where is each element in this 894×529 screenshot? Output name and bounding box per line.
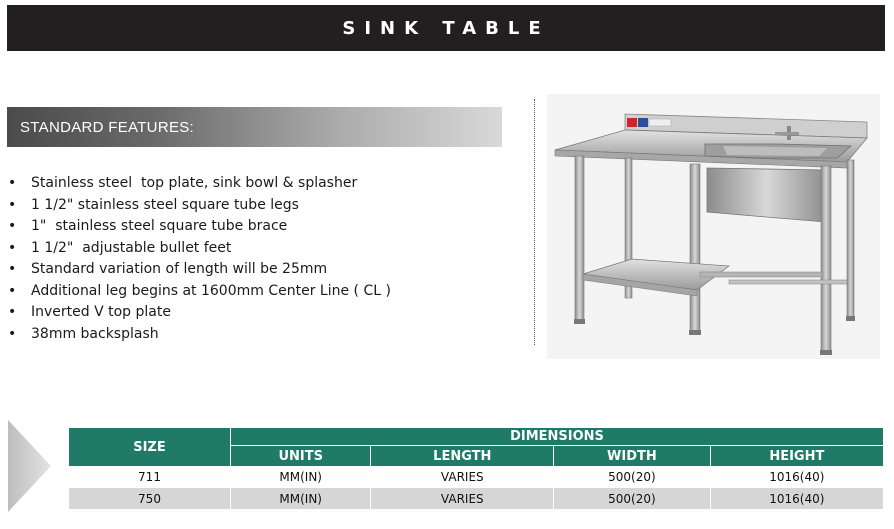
feature-list xyxy=(8,173,508,345)
cell-width: 500(20) xyxy=(554,488,710,510)
table-row xyxy=(69,467,884,488)
column-header-units: UNITS xyxy=(231,446,371,467)
right-arrow-icon xyxy=(8,420,51,512)
sink-table-photo xyxy=(547,94,880,359)
cell-height: 1016(40) xyxy=(710,488,883,510)
feature-text: Stainless steel top plate, sink bowl & splasher xyxy=(31,175,358,191)
cell-width: 500(20) xyxy=(554,467,710,488)
size-header: SIZE xyxy=(69,428,231,467)
bullet: • xyxy=(8,218,17,234)
bullet: • xyxy=(8,239,17,256)
list-item xyxy=(8,281,508,303)
list-item xyxy=(8,324,508,346)
list-item xyxy=(8,195,508,217)
cell-length: VARIES xyxy=(371,467,554,488)
bullet: • xyxy=(8,196,17,213)
cell-units: MM(IN) xyxy=(231,467,371,488)
feature-text: 1" stainless steel square tube brace xyxy=(31,218,288,234)
page-title: SINK TABLE xyxy=(342,17,550,39)
features-header-label: STANDARD FEATURES: xyxy=(20,118,195,136)
cell-length: VARIES xyxy=(371,488,554,510)
list-item xyxy=(8,259,508,281)
column-header-width: WIDTH xyxy=(554,446,710,467)
bullet: • xyxy=(8,175,17,191)
column-header-length: LENGTH xyxy=(371,446,554,467)
feature-text: Inverted V top plate xyxy=(31,304,171,320)
dimensions-header: DIMENSIONS xyxy=(231,428,884,446)
cell-units: MM(IN) xyxy=(231,488,371,510)
feature-text: 1 1/2" stainless steel square tube legs xyxy=(31,196,299,213)
table-row xyxy=(69,488,884,510)
cell-height: 1016(40) xyxy=(710,467,883,488)
bullet: • xyxy=(8,282,17,299)
table-header-row xyxy=(69,428,884,446)
feature-text: Standard variation of length will be 25mm xyxy=(31,261,328,277)
feature-text: 1 1/2" adjustable bullet feet xyxy=(31,239,232,256)
dotted-divider xyxy=(534,99,535,345)
dimensions-table xyxy=(68,427,884,510)
list-item xyxy=(8,302,508,324)
bullet: • xyxy=(8,325,17,342)
features-header xyxy=(7,107,502,147)
feature-text: 38mm backsplash xyxy=(31,325,159,342)
title-bar xyxy=(7,5,885,51)
cell-size: 711 xyxy=(69,467,231,488)
list-item xyxy=(8,173,508,195)
feature-text: Additional leg begins at 1600mm Center Line ( CL ) xyxy=(31,282,391,299)
list-item xyxy=(8,238,508,260)
cell-size: 750 xyxy=(69,488,231,510)
bullet: • xyxy=(8,261,17,277)
column-header-height: HEIGHT xyxy=(710,446,883,467)
list-item xyxy=(8,216,508,238)
bullet: • xyxy=(8,304,17,320)
